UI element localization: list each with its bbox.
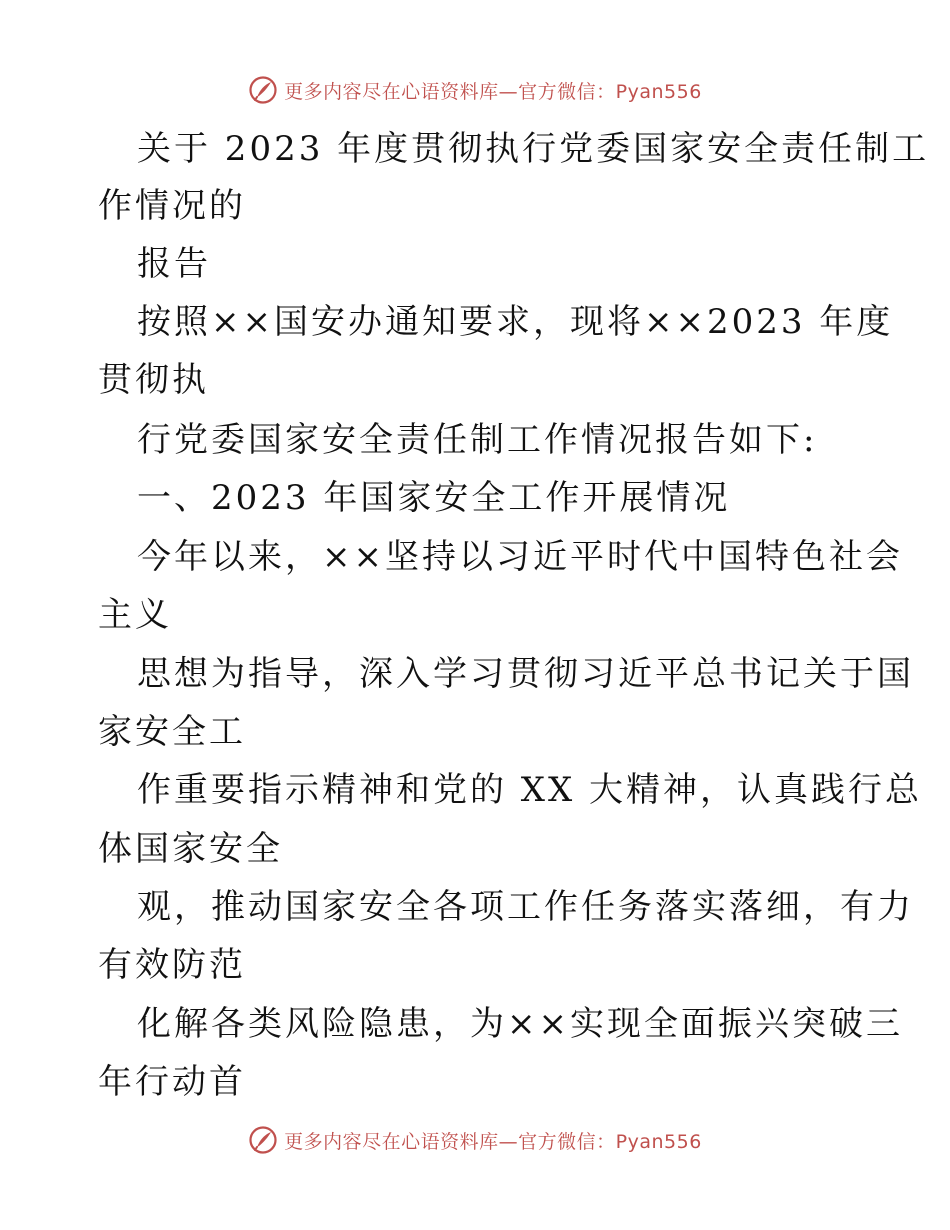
feather-pen-logo-icon (248, 75, 278, 105)
doc-line: 报告 (137, 244, 211, 284)
doc-line: 观，推动国家安全各项工作任务落实落细，有力 (137, 887, 914, 927)
watermark-text: 更多内容尽在心语资料库—官方微信：Pyan556 (284, 1130, 702, 1153)
doc-line: 思想为指导，深入学习贯彻习近平总书记关于国 (137, 654, 914, 694)
doc-line: 主义 (98, 595, 172, 635)
doc-line: 体国家安全 (98, 829, 283, 869)
doc-line: 作情况的 (98, 186, 246, 226)
doc-line: 化解各类风险隐患，为××实现全面振兴突破三 (137, 1004, 903, 1044)
watermark-footer (0, 1120, 950, 1160)
doc-line: 有效防范 (98, 945, 246, 985)
doc-line: 年行动首 (98, 1062, 246, 1102)
doc-line: 行党委国家安全责任制工作情况报告如下: (137, 420, 818, 460)
watermark-header (0, 70, 950, 110)
feather-pen-logo-icon (248, 1125, 278, 1155)
doc-line: 按照××国安办通知要求，现将××2023 年度 (137, 302, 894, 342)
doc-line: 一、2023 年国家安全工作开展情况 (137, 478, 731, 518)
doc-line: 今年以来，××坚持以习近平时代中国特色社会 (137, 537, 903, 577)
doc-line: 贯彻执 (98, 360, 209, 400)
doc-line: 关于 2023 年度贯彻执行党委国家安全责任制工 (137, 129, 930, 169)
doc-line: 作重要指示精神和党的 XX 大精神，认真践行总 (137, 770, 923, 810)
watermark-text: 更多内容尽在心语资料库—官方微信：Pyan556 (284, 80, 702, 103)
doc-line: 家安全工 (98, 712, 246, 752)
